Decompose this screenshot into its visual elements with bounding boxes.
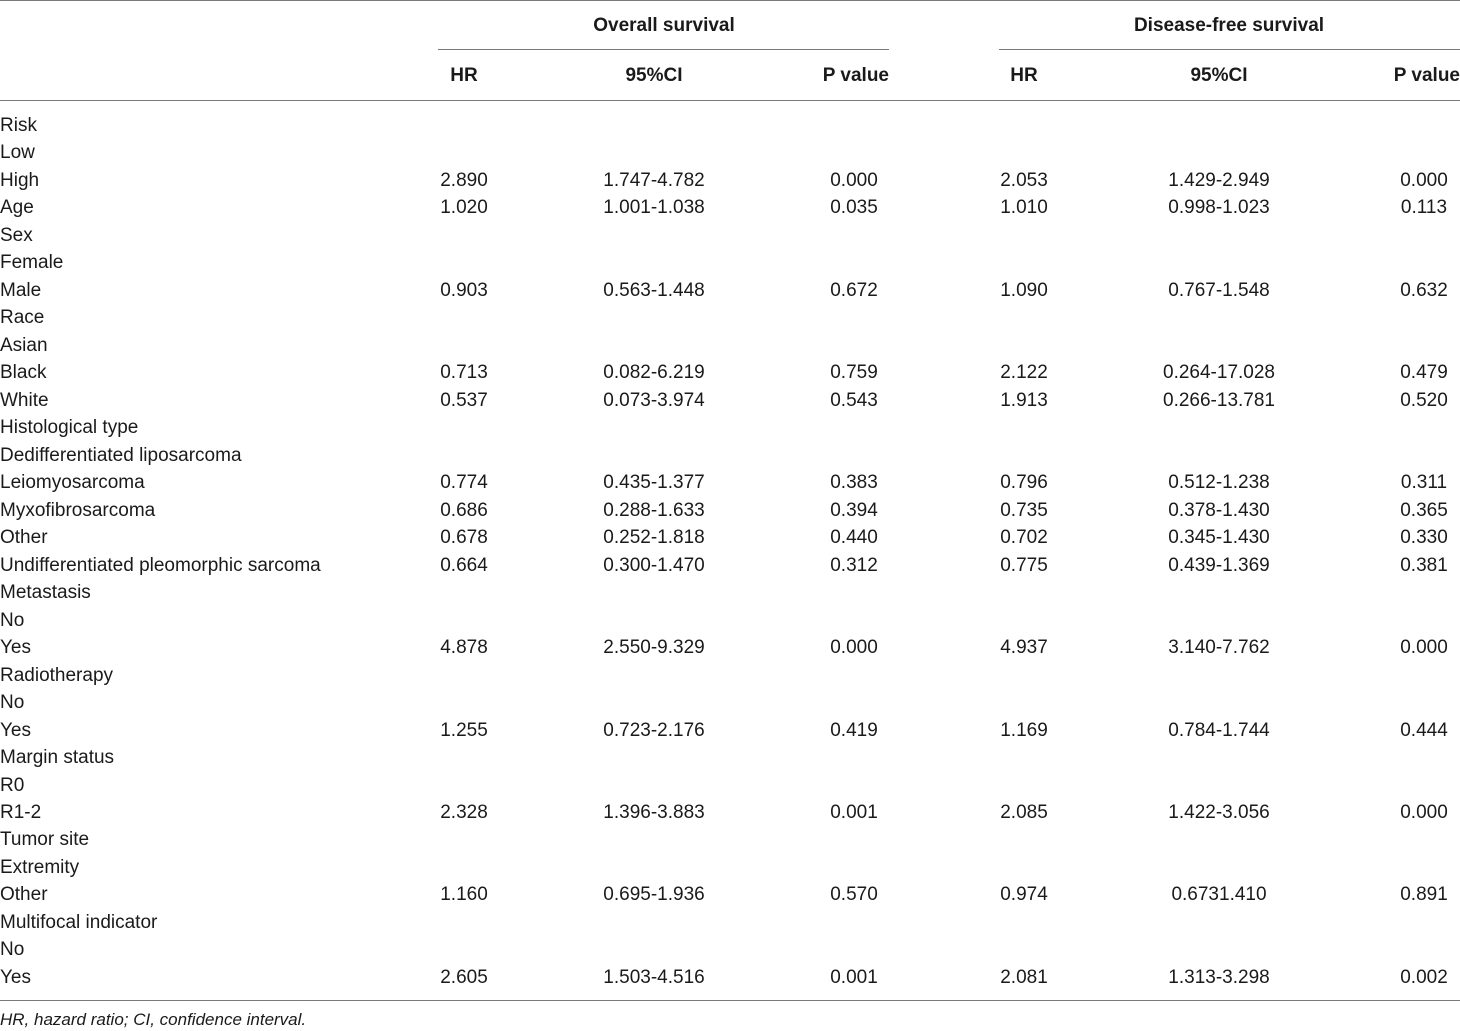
os-ci-cell: 0.563-1.448 <box>603 280 705 301</box>
os-ci-cell: 0.252-1.818 <box>603 527 705 548</box>
row-label: Leiomyosarcoma <box>0 472 145 493</box>
dfs-hr-cell: 0.796 <box>1000 472 1048 493</box>
os-hr-cell: 0.678 <box>440 527 488 548</box>
os-ci-cell: 1.396-3.883 <box>603 802 705 823</box>
dfs-hr-cell: 1.169 <box>1000 720 1048 741</box>
os-hr-cell: 1.020 <box>440 197 488 218</box>
dfs-p-cell: 0.479 <box>1400 362 1448 383</box>
os-ci-cell: 2.550-9.329 <box>603 637 705 658</box>
os-hr-cell: 1.160 <box>440 884 488 905</box>
dfs-ci-cell: 0.767-1.548 <box>1168 280 1270 301</box>
row-label: Black <box>0 362 47 383</box>
dfs-hr-cell: 1.913 <box>1000 390 1048 411</box>
dfs-ci-cell: 1.429-2.949 <box>1168 170 1270 191</box>
col-header-os-hr: HR <box>450 65 478 86</box>
os-hr-cell: 1.255 <box>440 720 488 741</box>
dfs-ci-cell: 1.313-3.298 <box>1168 967 1270 988</box>
dfs-p-cell: 0.000 <box>1400 802 1448 823</box>
os-p-cell: 0.001 <box>830 967 878 988</box>
os-ci-cell: 0.695-1.936 <box>603 884 705 905</box>
group-header-overall: Overall survival <box>593 15 735 36</box>
row-label: R0 <box>0 775 25 796</box>
os-hr-cell: 4.878 <box>440 637 488 658</box>
dfs-hr-cell: 0.735 <box>1000 500 1048 521</box>
row-label: Age <box>0 197 34 218</box>
row-label: Asian <box>0 335 48 356</box>
os-hr-cell: 0.713 <box>440 362 488 383</box>
os-p-cell: 0.000 <box>830 637 878 658</box>
row-label: No <box>0 939 25 960</box>
dfs-ci-cell: 0.998-1.023 <box>1168 197 1270 218</box>
col-header-os-p: P value <box>822 65 889 86</box>
os-p-cell: 0.001 <box>830 802 878 823</box>
dfs-hr-cell: 1.010 <box>1000 197 1048 218</box>
col-header-dfs-p: P value <box>1393 65 1460 86</box>
row-label: Risk <box>0 115 37 136</box>
os-p-cell: 0.383 <box>830 472 878 493</box>
disease-free-group-rule <box>999 49 1460 50</box>
row-label: Dedifferentiated liposarcoma <box>0 445 242 466</box>
dfs-p-cell: 0.632 <box>1400 280 1448 301</box>
row-label: Race <box>0 307 45 328</box>
dfs-p-cell: 0.311 <box>1400 472 1448 493</box>
os-p-cell: 0.312 <box>830 555 878 576</box>
row-label: Low <box>0 142 35 163</box>
dfs-hr-cell: 2.085 <box>1000 802 1048 823</box>
dfs-hr-cell: 2.053 <box>1000 170 1048 191</box>
row-label: Yes <box>0 967 31 988</box>
dfs-p-cell: 0.000 <box>1400 170 1448 191</box>
dfs-ci-cell: 0.345-1.430 <box>1168 527 1270 548</box>
row-label: Yes <box>0 637 31 658</box>
os-hr-cell: 0.903 <box>440 280 488 301</box>
dfs-hr-cell: 0.702 <box>1000 527 1048 548</box>
os-p-cell: 0.440 <box>830 527 878 548</box>
dfs-p-cell: 0.891 <box>1400 884 1448 905</box>
row-label: High <box>0 170 40 191</box>
os-ci-cell: 1.503-4.516 <box>603 967 705 988</box>
dfs-p-cell: 0.520 <box>1400 390 1448 411</box>
os-hr-cell: 0.686 <box>440 500 488 521</box>
os-ci-cell: 1.747-4.782 <box>603 170 705 191</box>
dfs-p-cell: 0.002 <box>1400 967 1448 988</box>
row-label: Myxofibrosarcoma <box>0 500 156 521</box>
row-label: No <box>0 692 25 713</box>
row-label: R1-2 <box>0 802 42 823</box>
dfs-hr-cell: 2.122 <box>1000 362 1048 383</box>
os-hr-cell: 2.605 <box>440 967 488 988</box>
os-ci-cell: 1.001-1.038 <box>603 197 705 218</box>
dfs-hr-cell: 1.090 <box>1000 280 1048 301</box>
dfs-ci-cell: 0.439-1.369 <box>1168 555 1270 576</box>
row-label: Undifferentiated pleomorphic sarcoma <box>0 555 321 576</box>
os-hr-cell: 0.664 <box>440 555 488 576</box>
row-label: Radiotherapy <box>0 665 114 686</box>
os-p-cell: 0.759 <box>830 362 878 383</box>
dfs-hr-cell: 4.937 <box>1000 637 1048 658</box>
dfs-p-cell: 0.000 <box>1400 637 1448 658</box>
dfs-p-cell: 0.444 <box>1400 720 1448 741</box>
os-ci-cell: 0.082-6.219 <box>603 362 705 383</box>
dfs-hr-cell: 0.775 <box>1000 555 1048 576</box>
row-label: Sex <box>0 225 33 246</box>
row-label: Histological type <box>0 417 139 438</box>
dfs-ci-cell: 0.784-1.744 <box>1168 720 1270 741</box>
header-bottom-rule <box>0 100 1460 101</box>
os-hr-cell: 0.537 <box>440 390 488 411</box>
os-p-cell: 0.394 <box>830 500 878 521</box>
row-label: Extremity <box>0 857 80 878</box>
row-label: Male <box>0 280 42 301</box>
os-ci-cell: 0.288-1.633 <box>603 500 705 521</box>
row-label: Female <box>0 252 64 273</box>
os-ci-cell: 0.435-1.377 <box>603 472 705 493</box>
os-p-cell: 0.419 <box>830 720 878 741</box>
os-ci-cell: 0.300-1.470 <box>603 555 705 576</box>
os-p-cell: 0.543 <box>830 390 878 411</box>
row-label: Other <box>0 527 48 548</box>
dfs-ci-cell: 0.512-1.238 <box>1168 472 1270 493</box>
dfs-ci-cell: 0.264-17.028 <box>1163 362 1275 383</box>
row-label: Yes <box>0 720 31 741</box>
os-hr-cell: 0.774 <box>440 472 488 493</box>
os-p-cell: 0.000 <box>830 170 878 191</box>
overall-group-rule <box>438 49 889 50</box>
col-header-dfs-ci: 95%CI <box>1190 65 1248 86</box>
dfs-ci-cell: 1.422-3.056 <box>1168 802 1270 823</box>
os-ci-cell: 0.073-3.974 <box>603 390 705 411</box>
os-hr-cell: 2.328 <box>440 802 488 823</box>
os-p-cell: 0.672 <box>830 280 878 301</box>
os-p-cell: 0.035 <box>830 197 878 218</box>
group-header-disease-free: Disease-free survival <box>1133 15 1325 36</box>
col-header-dfs-hr: HR <box>1010 65 1038 86</box>
dfs-hr-cell: 0.974 <box>1000 884 1048 905</box>
os-p-cell: 0.570 <box>830 884 878 905</box>
dfs-p-cell: 0.330 <box>1400 527 1448 548</box>
row-label: Other <box>0 884 48 905</box>
dfs-ci-cell: 3.140-7.762 <box>1168 637 1270 658</box>
table-bottom-rule <box>0 1000 1460 1001</box>
dfs-ci-cell: 0.266-13.781 <box>1163 390 1275 411</box>
row-label: Margin status <box>0 747 115 768</box>
dfs-ci-cell: 0.378-1.430 <box>1168 500 1270 521</box>
os-hr-cell: 2.890 <box>440 170 488 191</box>
top-rule <box>0 0 1460 1</box>
dfs-ci-cell: 0.6731.410 <box>1171 884 1267 905</box>
dfs-p-cell: 0.365 <box>1400 500 1448 521</box>
row-label: Multifocal indicator <box>0 912 158 933</box>
row-label: No <box>0 610 25 631</box>
dfs-hr-cell: 2.081 <box>1000 967 1048 988</box>
row-label: Tumor site <box>0 829 90 850</box>
row-label: Metastasis <box>0 582 91 603</box>
dfs-p-cell: 0.113 <box>1400 197 1448 218</box>
col-header-os-ci: 95%CI <box>625 65 683 86</box>
os-ci-cell: 0.723-2.176 <box>603 720 705 741</box>
row-label: White <box>0 390 49 411</box>
footnote: HR, hazard ratio; CI, confidence interval. <box>0 1010 307 1029</box>
dfs-p-cell: 0.381 <box>1400 555 1448 576</box>
